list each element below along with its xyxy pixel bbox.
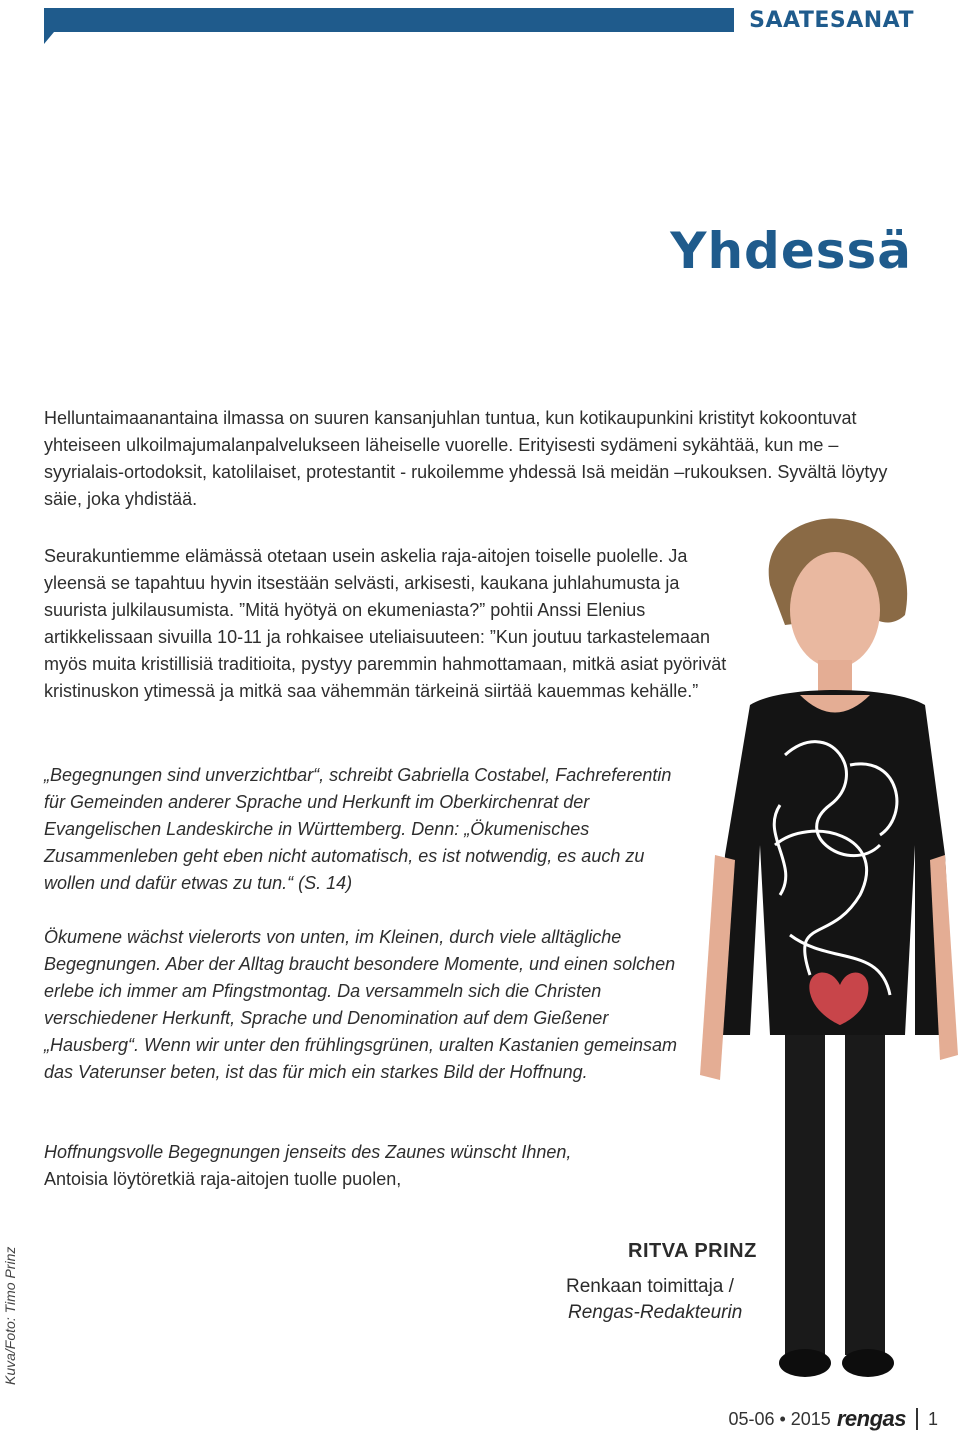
signature-role-german: Rengas-Redakteurin <box>568 1302 743 1323</box>
brand-logo: rengas <box>836 1406 906 1431</box>
header-bar <box>44 8 734 32</box>
issue-date: 05-06 • 2015 <box>728 1408 831 1429</box>
header-bar-tail <box>44 32 54 44</box>
footer-divider <box>916 1408 918 1430</box>
signature-name: RITVA PRINZ <box>628 1240 757 1262</box>
closing <box>44 1139 684 1193</box>
closing-finnish: Antoisia löytöretkiä raja-aitojen tuolle puolen, <box>44 1169 402 1189</box>
page-footer <box>728 1406 938 1432</box>
closing-german: Hoffnungsvolle Begegnungen jenseits des Zaunes wünscht Ihnen, <box>44 1142 572 1162</box>
photo-credit: Kuva/Foto: Timo Prinz <box>2 1246 18 1385</box>
paragraph-1: Helluntaimaanantaina ilmassa on suuren kansanjuhlan tuntua, kun kotikaupunkini kristityt kokoontuvat yhteiseen ulkoilmajumalanpalvelukseen läheiselle vuorelle. Erityisesti sydämeni sykähtää, kun me – syyrialais-ortodoksit, katolilaiset, protestantit - rukoilemme yhdessä Isä meidän –rukouksen. Syvältä löytyy säie, joka yhdistää. <box>44 408 888 509</box>
paragraph-2: Seurakuntiemme elämässä otetaan usein askelia raja-aitojen toiselle puolelle. Ja yleensä se tapahtuu hyvin itsestään selvästi, arkisesti, kaukana juhlahumusta ja suurista julkilausumista. ”Mitä hyötyä on ekumeniasta?” pohtii Anssi Elenius artikkelissaan sivuilla 10-11 ja rohkaisee uteliaisuuteen: ”Kun joutuu tarkastelemaan myös muita kristillisiä traditioita, pystyy paremmin hahmottamaan, mitkä asiat pyörivät kristinuskon ytimessä ja mitkä saa vähemmän tärkeinä siirtää kauemmas kehälle.” <box>44 546 727 701</box>
page-number: 1 <box>927 1408 938 1429</box>
paragraph-4: Ökumene wächst vielerorts von unten, im Kleinen, durch viele alltägliche Begegnungen. Aber der Alltag braucht besondere Momente, und einen solchen erlebe ich immer am Pfingstmontag. Da versammeln sich die Christen verschiedener Herkunft, Sprache und Denomination auf dem Gießener „Hausberg“. Wenn wir unter den frühlingsgrünen, uralten Kastanien gemeinsam das Vaterunser beten, ist das für mich ein starkes Bild der Hoffnung. <box>44 927 678 1082</box>
paragraph-3: „Begegnungen sind unverzichtbar“, schreibt Gabriella Costabel, Fachreferentin für Gemeinden anderer Sprache und Herkunft im Oberkirchenrat der Evangelischen Landeskirche in Württemberg. Denn: „Ökumenisches Zusammenleben geht eben nicht automatisch, es ist notwendig, es auch zu wollen und dafür etwas zu tun.“ (S. 14) <box>44 765 672 893</box>
page-title: Yhdessä <box>670 222 912 280</box>
signature-role: Renkaan toimittaja / <box>566 1276 734 1297</box>
section-label: SAATESANAT <box>749 8 914 33</box>
